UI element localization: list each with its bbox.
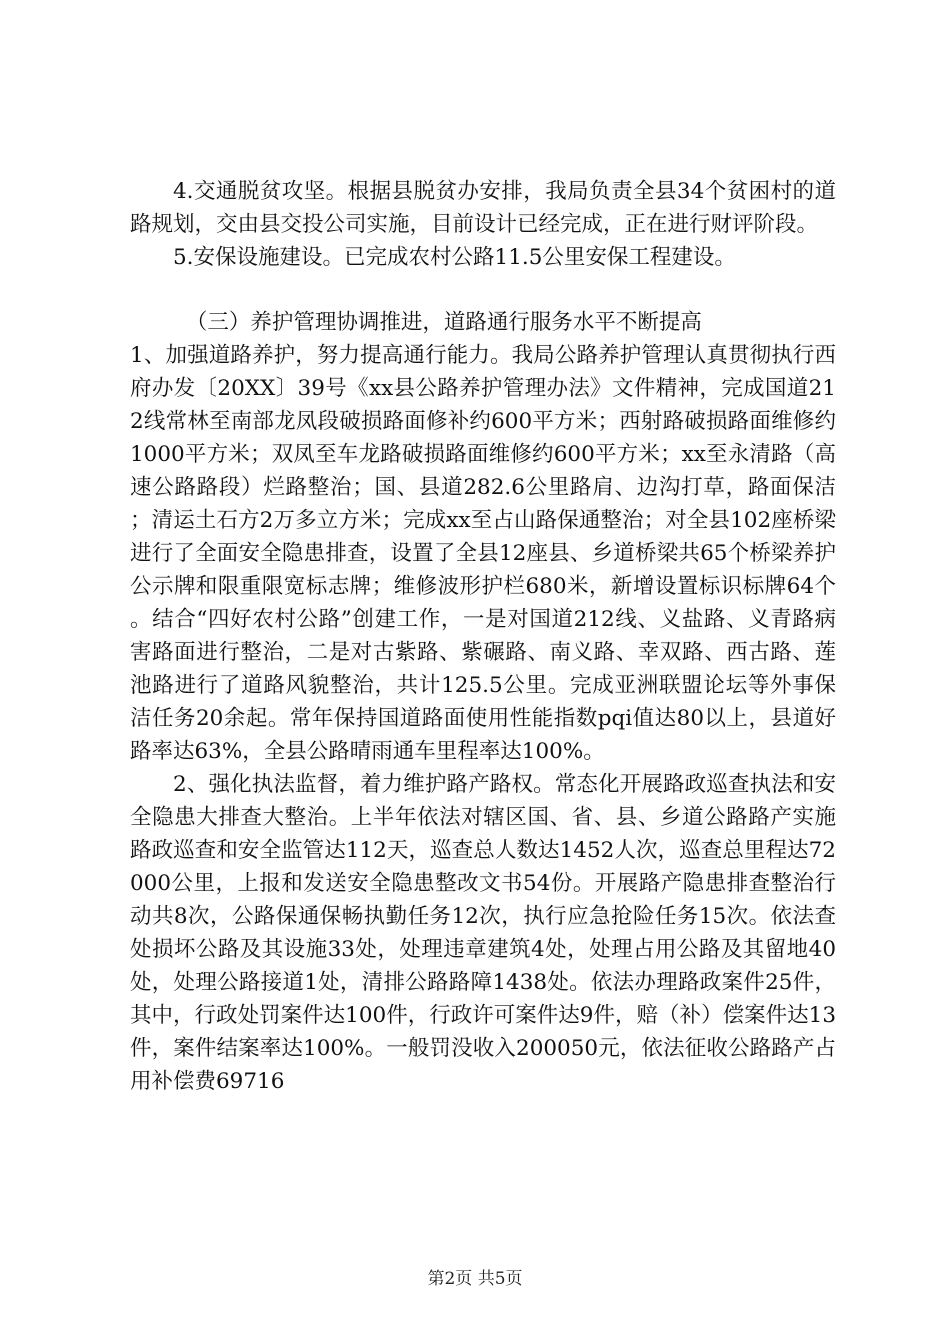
paragraph-law-enforcement: 2、强化执法监督，着力维护路产路权。常态化开展路政巡查执法和安全隐患大排查大整治。上半年依法对辖区国、省、县、乡道公路路产实施路政巡查和安全监管达112天，巡查总人数达1452人次，巡查总里程达72000公里，上报和发送安全隐患整改文书54份。开展路产隐患排查整治行动共8次，公路保通保畅执勤任务12次，执行应急抢险任务15次。依法查处损坏公路及其设施33处，处理违章建筑4处，处理占用公路及其留地40处，处理公路接道1处，清排公路路障1438处。依法办理路政案件25件，其中，行政处罚案件达100件，行政许可案件达9件，赔（补）偿案件达13件，案件结案率达100%。一般罚没收入200050元，依法征收公路路产占用补偿费69716 [130, 772, 836, 1094]
section-heading-3: （三）养护管理协调推进，道路通行服务水平不断提高 [185, 310, 702, 335]
paragraph-safety-facilities: 5.安保设施建设。已完成农村公路11.5公里安保工程建设。 [173, 245, 736, 270]
paragraph-poverty-alleviation: 4.交通脱贫攻坚。根据县脱贫办安排，我局负责全县34个贫困村的道路规划，交由县交投公司实施，目前设计已经完成，正在进行财评阶段。 [130, 179, 836, 237]
paragraph-gap [130, 274, 836, 306]
document-body [130, 175, 836, 1098]
page-footer: 第2页 共5页 [427, 1269, 523, 1289]
paragraph-road-maintenance: 1、加强道路养护，努力提高通行能力。我局公路养护管理认真贯彻执行西府办发〔20XX〕39号《xx县公路养护管理办法》文件精神，完成国道212线常林至南部龙凤段破损路面修补约600平方米；西射路破损路面维修约1000平方米；双凤至车龙路破损路面维修约600平方米；xx至永清路（高速公路路段）烂路整治；国、县道282.6公里路肩、边沟打草，路面保洁；清运土石方2万多立方米；完成xx至占山路保通整治；对全县102座桥梁进行了全面安全隐患排查，设置了全县12座县、乡道桥梁共65个桥梁养护公示牌和限重限宽标志牌；维修波形护栏680米，新增设置标识标牌64个。结合“四好农村公路”创建工作，一是对国道212线、义盐路、义青路病害路面进行整治，二是对古紫路、紫碾路、南义路、幸双路、西古路、莲池路进行了道路风貌整治，共计125.5公里。完成亚洲联盟论坛等外事保洁任务20余起。常年保持国道路面使用性能指数pqi值达80以上，县道好路率达63%，全县公路晴雨通车里程率达100%。 [130, 343, 836, 764]
